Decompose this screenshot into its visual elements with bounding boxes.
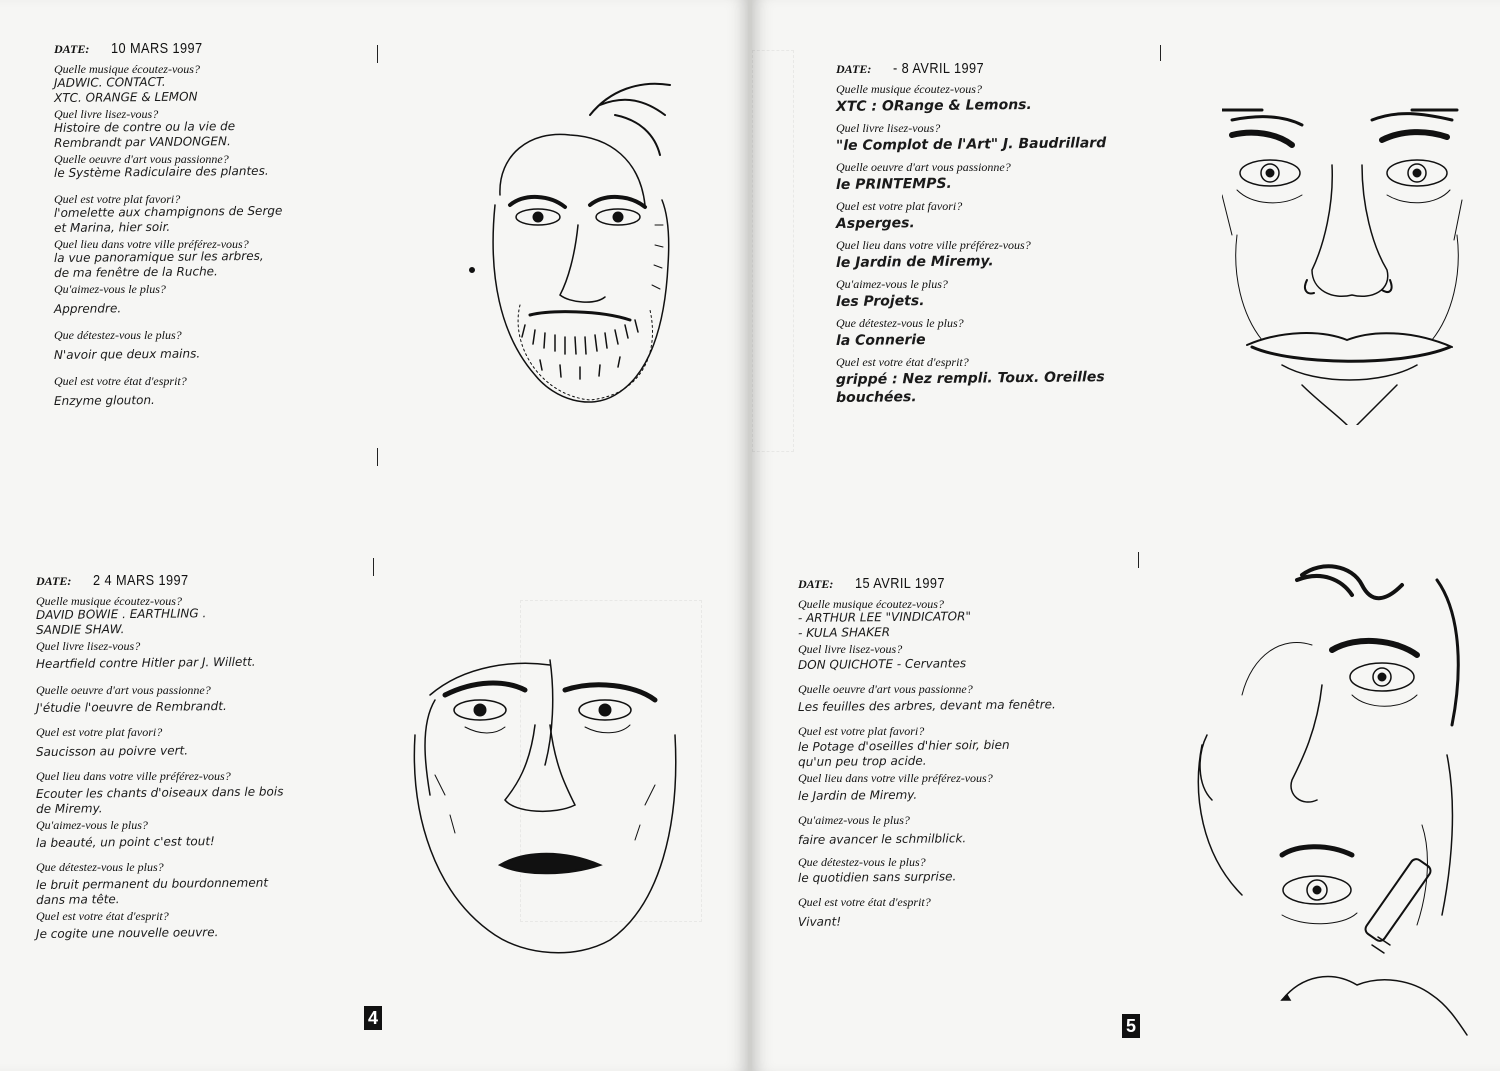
question: Quel livre lisez-vous? — [836, 121, 941, 135]
page-number-5: 5 — [1122, 1014, 1140, 1038]
question: Quel est votre état d'esprit? — [798, 895, 931, 909]
portrait-eyes-nose-mouth — [1222, 95, 1472, 425]
answer: Apprendre. — [53, 301, 122, 316]
answer: Enzyme glouton. — [53, 392, 155, 408]
crop-mark — [377, 448, 378, 466]
question: Qu'aimez-vous le plus? — [798, 813, 910, 827]
answer: le Potage d'oseilles d'hier soir, bien qu'un peu trop acide. — [797, 737, 1010, 769]
answer: Asperges. — [835, 215, 915, 232]
answer: le PRINTEMPS. — [835, 175, 952, 193]
question: Qu'aimez-vous le plus? — [36, 818, 148, 832]
question: Quel est votre plat favori? — [54, 192, 181, 206]
date-row — [836, 60, 1116, 77]
portrait-bearded-man — [440, 75, 680, 420]
entry-10-mars — [54, 40, 334, 409]
portrait-clean-shaven-man — [405, 655, 690, 965]
answer: J'étudie l'oeuvre de Rembrandt. — [35, 699, 227, 715]
date-label: DATE: — [36, 574, 72, 588]
answer: grippé : Nez rempli. Toux. Oreilles bouchées. — [835, 369, 1105, 406]
answer: la vue panoramique sur les arbres, de ma fenêtre de la Ruche. — [53, 248, 264, 280]
entry-15-avril — [798, 575, 1108, 930]
answer: la Connerie — [835, 332, 926, 349]
question: Qu'aimez-vous le plus? — [836, 277, 948, 291]
answer: le Jardin de Miremy. — [797, 787, 918, 803]
date-value: 15 AVRIL 1997 — [855, 575, 946, 592]
question: Quel livre lisez-vous? — [36, 639, 141, 653]
date-row — [798, 575, 1108, 592]
answer: le quotidien sans surprise. — [797, 869, 957, 885]
question: Qu'aimez-vous le plus? — [54, 282, 166, 296]
question: Que détestez-vous le plus? — [36, 860, 164, 874]
crop-mark — [377, 45, 378, 63]
answer: le bruit permanent du bourdonnement dans ma tête. — [35, 875, 269, 907]
entry-8-avril — [836, 60, 1116, 407]
bleed-through-mark — [752, 50, 794, 452]
question: Quelle musique écoutez-vous? — [36, 594, 182, 608]
answer: XTC : ORange & Lemons. — [835, 96, 1032, 115]
date-label: DATE: — [836, 62, 872, 76]
question: Quel livre lisez-vous? — [54, 107, 159, 121]
question: Quelle musique écoutez-vous? — [798, 597, 944, 611]
date-label: DATE: — [798, 577, 834, 591]
answer: les Projets. — [835, 293, 925, 310]
answer: Saucisson au poivre vert. — [35, 743, 189, 759]
question: Quel est votre plat favori? — [836, 199, 963, 213]
crop-mark — [1160, 45, 1161, 61]
question: Quelle musique écoutez-vous? — [836, 82, 982, 96]
answer: le Système Radiculaire des plantes. — [53, 163, 269, 180]
question: Que détestez-vous le plus? — [836, 316, 964, 330]
answer: Histoire de contre ou la vie de Rembrandt par VANDONGEN. — [53, 119, 236, 150]
answer: Les feuilles des arbres, devant ma fenêtre. — [797, 697, 1056, 714]
question: Quel est votre état d'esprit? — [36, 909, 169, 923]
question: Quel est votre plat favori? — [798, 724, 925, 738]
question: Que détestez-vous le plus? — [54, 328, 182, 342]
answer: JADWIC. CONTACT. XTC. ORANGE & LEMON — [53, 74, 198, 105]
answer: Ecouter les chants d'oiseaux dans le bois de Miremy. — [35, 784, 284, 816]
answer: Je cogite une nouvelle oeuvre. — [35, 925, 219, 941]
question: Quel est votre plat favori? — [36, 725, 163, 739]
date-row — [36, 572, 336, 589]
crop-mark — [373, 558, 374, 576]
question: Quel est votre état d'esprit? — [54, 374, 187, 388]
portrait-man-with-pen — [1192, 555, 1477, 1050]
answer: la beauté, un point c'est tout! — [35, 834, 215, 850]
answer: faire avancer le schmilblick. — [797, 831, 967, 847]
date-value: - 8 AVRIL 1997 — [893, 60, 985, 77]
answer: le Jardin de Miremy. — [835, 253, 994, 271]
question: Quel est votre état d'esprit? — [836, 355, 969, 369]
answer: DAVID BOWIE . EARTHLING . SANDIE SHAW. — [35, 606, 207, 637]
question: Quelle oeuvre d'art vous passionne? — [54, 152, 229, 166]
answer: - ARTHUR LEE "VINDICATOR" - KULA SHAKER — [797, 609, 971, 640]
answer: "le Complot de l'Art" J. Baudrillard — [835, 135, 1107, 154]
question: Quel lieu dans votre ville préférez-vous? — [36, 769, 231, 783]
date-value: 2 4 MARS 1997 — [93, 572, 189, 589]
question: Quel lieu dans votre ville préférez-vous? — [836, 238, 1031, 252]
answer: Heartfield contre Hitler par J. Willett. — [35, 654, 256, 671]
question: Quel lieu dans votre ville préférez-vous? — [54, 237, 249, 251]
question: Que détestez-vous le plus? — [798, 855, 926, 869]
date-label: DATE: — [54, 42, 90, 56]
left-page — [0, 0, 748, 1071]
date-value: 10 MARS 1997 — [111, 40, 203, 57]
answer: Vivant! — [797, 914, 842, 929]
answer: DON QUICHOTE - Cervantes — [797, 656, 967, 672]
question: Quelle oeuvre d'art vous passionne? — [798, 682, 973, 696]
answer: l'omelette aux champignons de Serge et Marina, hier soir. — [53, 203, 283, 235]
page-number-4: 4 — [364, 1006, 382, 1030]
crop-mark — [1138, 552, 1139, 568]
question: Quelle oeuvre d'art vous passionne? — [36, 683, 211, 697]
question: Quel livre lisez-vous? — [798, 642, 903, 656]
entry-24-mars — [36, 572, 336, 942]
question: Quel lieu dans votre ville préférez-vous? — [798, 771, 993, 785]
question: Quelle musique écoutez-vous? — [54, 62, 200, 76]
date-row — [54, 40, 334, 57]
question: Quelle oeuvre d'art vous passionne? — [836, 160, 1011, 174]
right-page — [752, 0, 1500, 1071]
answer: N'avoir que deux mains. — [53, 346, 201, 362]
